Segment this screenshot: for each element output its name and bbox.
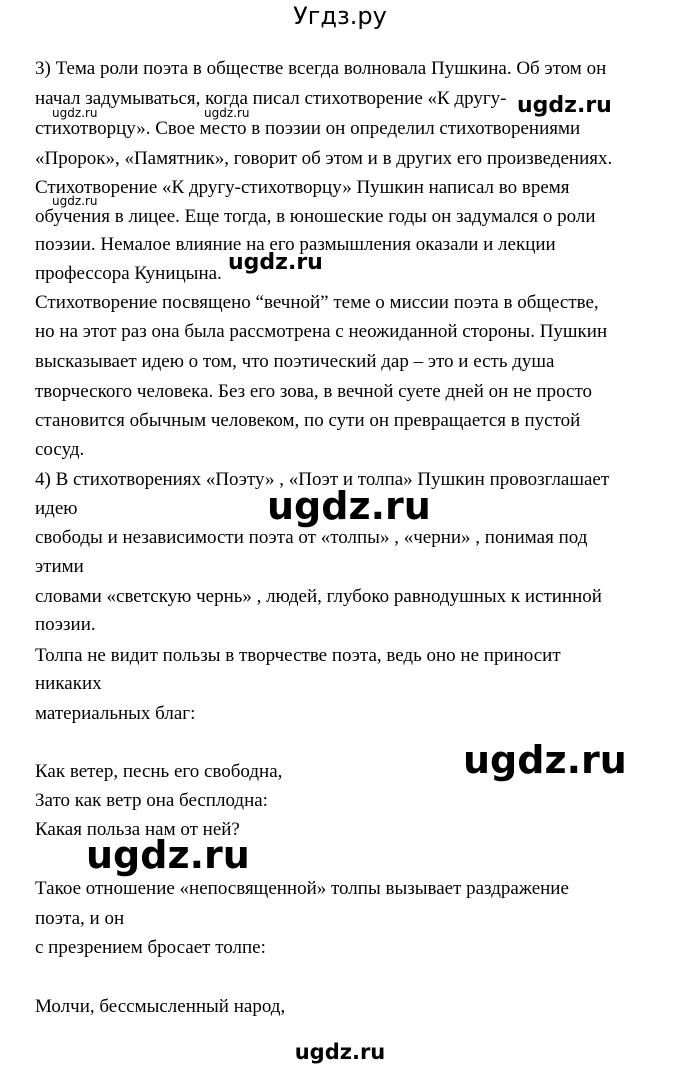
watermark: ugdz.ru — [52, 194, 98, 208]
poem-line: Как ветер, песнь его свободна, — [35, 761, 283, 782]
text-line: Такое отношение «непосвященной» толпы вызывает раздражение — [35, 878, 569, 899]
text-line: 3) Тема роли поэта в обществе всегда волновала Пушкина. Об этом он — [35, 58, 607, 79]
text-line: идею — [35, 498, 78, 519]
text-line: свободы и независимости поэта от «толпы» , «черни» , понимая под — [35, 527, 588, 548]
text-line: материальных благ: — [35, 703, 196, 724]
text-line: Толпа не видит пользы в творчестве поэта, ведь оно не приносит — [35, 645, 561, 666]
text-line: начал задумываться, когда писал стихотворение «К другу- — [35, 88, 507, 109]
text-line: Стихотворение «К другу-стихотворцу» Пушкин написал во время — [35, 177, 570, 198]
watermark: ugdz.ru — [204, 106, 250, 120]
text-line: сосуд. — [35, 439, 85, 460]
watermark: ugdz.ru — [267, 484, 431, 528]
text-line: с презрением бросает толпе: — [35, 937, 266, 958]
text-line: становится обычным человеком, по сути он превращается в пустой — [35, 410, 581, 431]
text-line: обучения в лицее. Еще тогда, в юношеские годы он задумался о роли — [35, 206, 596, 227]
text-line: стихотворцу». Свое место в поэзии он определил стихотворениями — [35, 118, 581, 139]
page-header-title: Угдз.ру — [293, 2, 387, 30]
text-line: поэзии. Немалое влияние на его размышления оказали и лекции — [35, 234, 556, 255]
text-line: никаких — [35, 673, 102, 694]
poem-line: Молчи, бессмысленный народ, — [35, 996, 286, 1017]
watermark: ugdz.ru — [228, 250, 323, 275]
watermark: ugdz.ru — [52, 106, 98, 120]
text-line: словами «светскую чернь» , людей, глубоко равнодушных к истинной — [35, 586, 602, 607]
footer-site-link[interactable]: ugdz.ru — [294, 1040, 386, 1064]
text-line: 4) В стихотворениях «Поэту» , «Поэт и толпа» Пушкин провозглашает — [35, 469, 610, 490]
text-line: но на этот раз она была рассмотрена с неожиданной стороны. Пушкин — [35, 321, 608, 342]
text-line: поэта, и он — [35, 908, 125, 929]
watermark: ugdz.ru — [463, 738, 627, 782]
text-line: Стихотворение посвящено “вечной” теме о миссии поэта в обществе, — [35, 292, 599, 313]
watermark: ugdz.ru — [517, 93, 612, 118]
text-line: творческого человека. Без его зова, в вечной суете дней он не просто — [35, 381, 593, 402]
poem-line: Зато как ветр она бесплодна: — [35, 790, 268, 811]
text-line: этими — [35, 556, 84, 577]
text-line: профессора Куницына. — [35, 263, 222, 284]
watermark: ugdz.ru — [86, 833, 250, 877]
text-line: высказывает идею о том, что поэтический дар – это и есть душа — [35, 351, 555, 372]
poem-line: Какая польза нам от ней? — [35, 819, 240, 840]
text-line: «Пророк», «Памятник», говорит об этом и в других его произведениях. — [35, 148, 613, 169]
text-line: поэзии. — [35, 614, 96, 635]
